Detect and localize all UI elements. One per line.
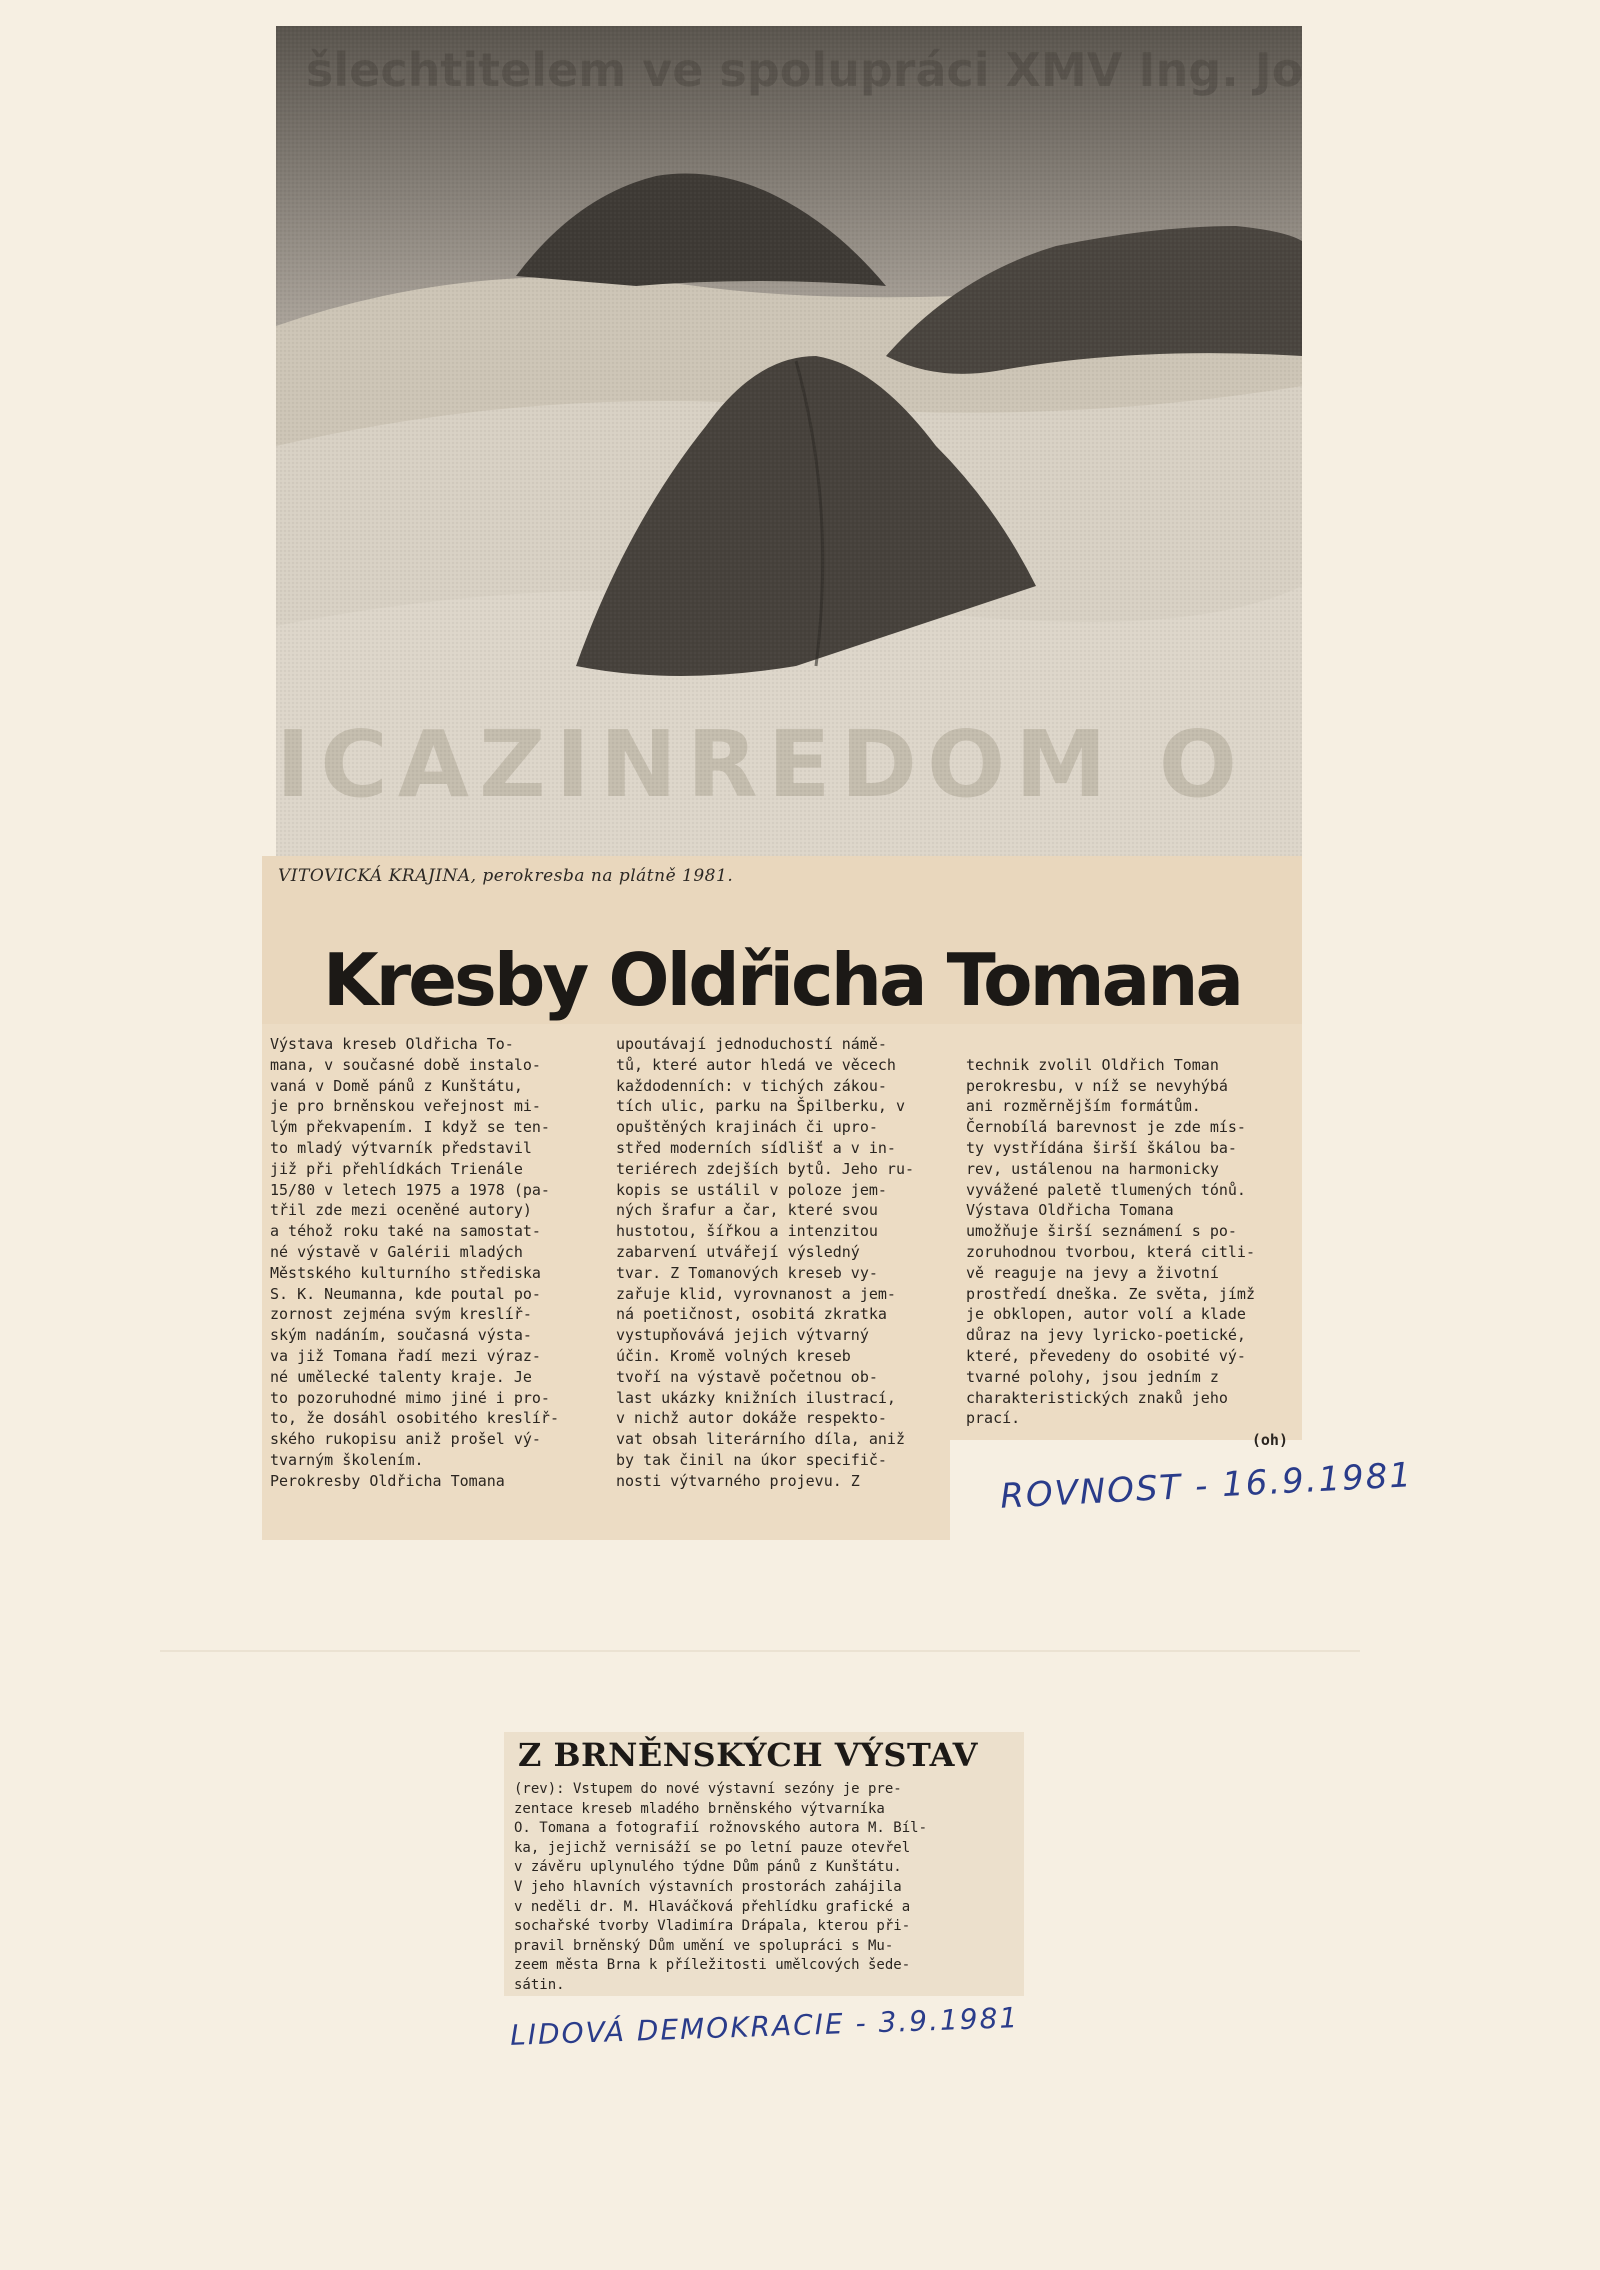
article-column-2: upoutávají jednoduchostí námě- tů, které autor hledá ve věcech každodenních: v tichých zákou- tích ulic, parku na Špilberku, v opuštěných krajinách či upro- střed moderních sídlišť a v in- teriérech zdejších bytů. Jeho ru- kopis se ustálil v poloze jem- ných šrafur a čar, které svou hustotou, šířkou a intenzitou zabarvení utvářejí výsledný tvar. Z Tomanových kreseb vy- zařuje klid, vyrovnanost a jem- ná poetičnost, osobitá zkratka vystupňovává jejich výtvarný účin. Kromě volných kreseb tvoří na výstavě početnou ob- last ukázky knižních ilustrací, v nichž autor dokáže respekto- vat obsah literárního díla, aniž by tak činil na úkor specifič- nosti výtvarného projevu. Z	[616, 1035, 915, 1490]
author-signature: (oh)	[1251, 1431, 1288, 1449]
bleed-through-text	[440, 2115, 456, 2155]
handwritten-source-note: ROVNOST - 16.9.1981	[999, 1455, 1414, 1517]
article-headline: Kresby Oldřicha Tomana	[262, 930, 1302, 1030]
newspaper-photo	[276, 26, 1302, 860]
article-column-3	[966, 1034, 1302, 1429]
article-body	[262, 1034, 1302, 1530]
bleed-through-line	[160, 1650, 1360, 1658]
landscape-drawing-image	[276, 26, 1302, 860]
handwritten-source-note-2: LIDOVÁ DEMOKRACIE - 3.9.1981	[509, 2001, 1020, 2052]
photo-caption: VITOVICKÁ KRAJINA, perokresba na plátně 1981.	[278, 866, 734, 886]
article-column-3-text: technik zvolil Oldřich Toman perokresbu, v níž se nevyhýbá ani rozměrnějším formátům. Černobílá barevnost je zde mís- ty vystřídána širší škálou ba- rev, ustálenou na harmonicky vyvážené paletě tlumených tónů. Výstava Oldřicha Tomana umožňuje širší seznámení s po- zoruhodnou tvorbou, která citli- vě reaguje na jevy a životní prostředí dneška. Ze světa, jímž je obklopen, autor volí a klade důraz na jevy lyricko-poetické, které, převedeny do osobité vý- tvarné polohy, jsou jedním z charakteristických znaků jeho prací.	[966, 1055, 1255, 1428]
clipping-title: Z BRNĚNSKÝCH VÝSTAV	[518, 1736, 978, 1774]
article-column-1: Výstava kreseb Oldřicha To- mana, v současné době instalo- vaná v Domě pánů z Kunštátu, je pro brněnskou veřejnost mi- lým překvapením. I když se ten- to mladý výtvarník představil již při přehlídkách Trienále 15/80 v letech 1975 a 1978 (pa- třil zde mezi oceněné autory) a téhož roku také na samostat- né výstavě v Galérii mladých Městského kulturního střediska S. K. Neumanna, kde poutal po- zornost zejména svým kreslíř- ským nadáním, současná výsta- va již Tomana řadí mezi výraz- né umělecké talenty kraje. Je to pozoruhodné mimo jiné i pro- to, že dosáhl osobitého kreslíř- ského rukopisu aniž prošel vý- tvarným školením. Perokresby Oldřicha Tomana	[270, 1035, 559, 1490]
clipping-body: (rev): Vstupem do nové výstavní sezóny je pre- zentace kreseb mladého brněnského výtvarníka O. Tomana a fotografií rožnovského autora M. Bíl- ka, jejichž vernisáží se po letní pauze otevřel v závěru uplynulého týdne Dům pánů z Kunštátu. V jeho hlavních výstavních prostorách zahájila v neděli dr. M. Hlaváčková přehlídku grafické a sochařské tvorby Vladimíra Drápala, kterou při- pravil brněnský Dům umění ve spolupráci s Mu- zeem města Brna k příležitosti umělcových šede- sátin.	[514, 1781, 928, 1993]
second-clipping	[504, 1732, 1024, 1996]
